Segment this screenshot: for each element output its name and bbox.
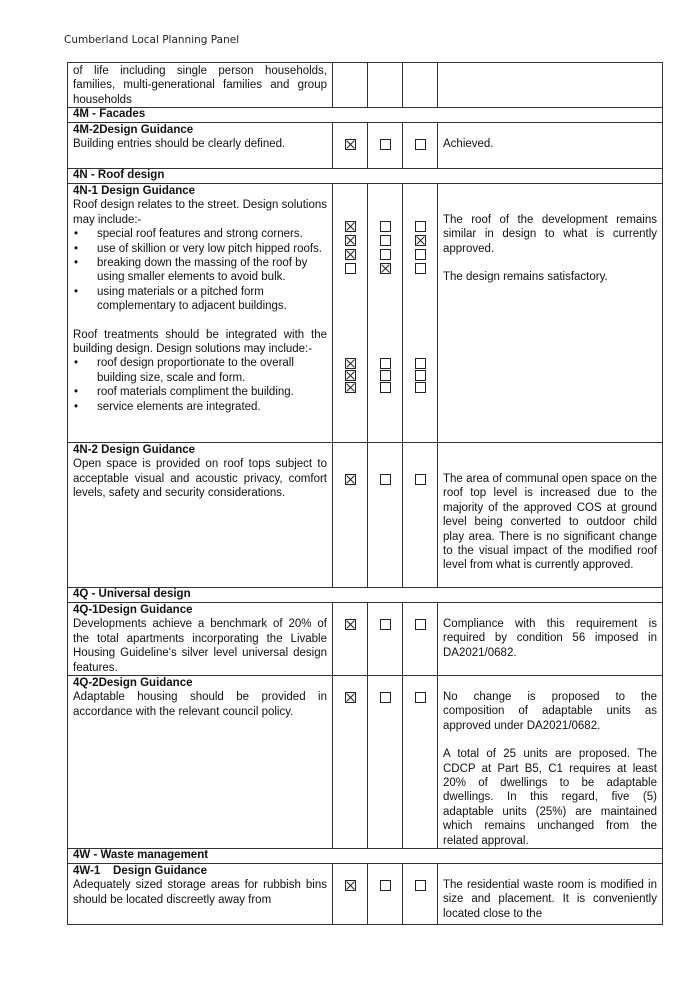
checkbox-yes[interactable]: [345, 221, 356, 232]
checkbox-no[interactable]: [380, 249, 391, 260]
comment: The design remains satisfactory.: [443, 271, 608, 284]
table-row: [68, 864, 662, 924]
checkbox-no[interactable]: [380, 880, 391, 891]
checkbox-na[interactable]: [415, 263, 426, 274]
checkbox-no[interactable]: [380, 619, 391, 630]
list-item: • service elements are integrated.: [73, 400, 327, 414]
checkbox-no[interactable]: [380, 139, 391, 150]
checkbox-yes[interactable]: [345, 358, 356, 369]
checkbox-no[interactable]: [380, 474, 391, 485]
table-row: [68, 184, 662, 443]
guidance-text: of life including single person households, families, multi-generational families and group households: [68, 63, 333, 107]
guidance-text: Open space is provided on roof tops subject to acceptable visual and acoustic privacy, comfort levels, safety and security considerations.: [73, 458, 327, 500]
checkbox-no[interactable]: [380, 692, 391, 703]
table-row: [68, 63, 662, 108]
list-item: • special roof features and strong corners.: [73, 227, 327, 241]
guidance-text: Roof treatments should be integrated with the building design. Design solutions may include:-: [73, 328, 327, 356]
guidance-title: 4Q-2Design Guidance: [73, 677, 193, 689]
checkbox-na[interactable]: [415, 370, 426, 381]
checkbox-no[interactable]: [380, 358, 391, 369]
checkbox-na[interactable]: [415, 880, 426, 891]
list-item: • using materials or a pitched form complementary to adjacent buildings.: [73, 285, 327, 314]
section-heading-4m: 4M - Facades: [68, 108, 662, 123]
checkbox-na[interactable]: [415, 235, 426, 246]
list-item: • use of skillion or very low pitch hipped roofs.: [73, 242, 327, 256]
guidance-text: Building entries should be clearly defined.: [73, 138, 286, 151]
checkbox-yes[interactable]: [345, 880, 356, 891]
comment: The area of communal open space on the roof top level is increased due to the majority of the approved COS at ground level being converted to outdoor child play area. There is no significant change to the visual impact of the modified roof level from what is currently approved.: [443, 473, 657, 572]
design-guidance-table: [67, 62, 663, 925]
checkbox-no[interactable]: [380, 235, 391, 246]
list-item: • breaking down the massing of the roof by using smaller elements to avoid bulk.: [73, 256, 327, 285]
checkbox-yes[interactable]: [345, 139, 356, 150]
list-item: • roof materials compliment the building.: [73, 385, 327, 399]
checkbox-yes[interactable]: [345, 370, 356, 381]
checkbox-na[interactable]: [415, 474, 426, 485]
section-heading-4q: 4Q - Universal design: [68, 588, 662, 603]
checkbox-na[interactable]: [415, 619, 426, 630]
bullet-list: [73, 227, 327, 313]
comment: Compliance with this requirement is required by condition 56 imposed in DA2021/0682.: [443, 618, 657, 659]
guidance-title: 4N-2 Design Guidance: [73, 444, 196, 456]
checkbox-yes[interactable]: [345, 382, 356, 393]
guidance-title: 4M-2Design Guidance: [73, 124, 194, 136]
table-row: [68, 123, 662, 169]
checkbox-yes[interactable]: [345, 263, 356, 274]
checkbox-na[interactable]: [415, 692, 426, 703]
list-item: • roof design proportionate to the overall building size, scale and form.: [73, 356, 327, 385]
guidance-title: 4N-1 Design Guidance: [73, 185, 196, 197]
guidance-text: Roof design relates to the street. Design solutions may include:-: [73, 199, 327, 226]
guidance-title: 4Q-1Design Guidance: [73, 604, 193, 616]
table-row: [68, 603, 662, 676]
checkbox-no[interactable]: [380, 370, 391, 381]
guidance-text: Developments achieve a benchmark of 20% of the total apartments incorporating the Livable Housing Guideline's silver level universal design features.: [73, 618, 327, 674]
checkbox-yes[interactable]: [345, 249, 356, 260]
checkbox-yes[interactable]: [345, 619, 356, 630]
comment: No change is proposed to the composition of adaptable units as approved under DA2021/0682.: [443, 691, 657, 732]
bullet-list: [73, 356, 327, 414]
checkbox-na[interactable]: [415, 221, 426, 232]
comment: Achieved.: [443, 138, 494, 150]
guidance-title: 4W-1 Design Guidance: [73, 865, 207, 877]
checkbox-yes[interactable]: [345, 692, 356, 703]
checkbox-yes[interactable]: [345, 235, 356, 246]
page-header: Cumberland Local Planning Panel: [64, 34, 240, 46]
section-heading-4n: 4N - Roof design: [68, 169, 662, 184]
comment: The residential waste room is modified in size and placement. It is conveniently located close to the: [443, 879, 657, 920]
checkbox-na[interactable]: [415, 249, 426, 260]
section-heading-4w: 4W - Waste management: [68, 849, 662, 864]
checkbox-na[interactable]: [415, 139, 426, 150]
checkbox-no[interactable]: [380, 263, 391, 274]
guidance-text: Adequately sized storage areas for rubbish bins should be located discreetly away from: [73, 879, 327, 906]
guidance-text: Adaptable housing should be provided in accordance with the relevant council policy.: [73, 691, 327, 718]
table-row: [68, 676, 662, 849]
checkbox-no[interactable]: [380, 221, 391, 232]
checkbox-no[interactable]: [380, 382, 391, 393]
table-row: [68, 443, 662, 588]
checkbox-na[interactable]: [415, 358, 426, 369]
comment: The roof of the development remains similar in design to what is currently approved.: [443, 214, 657, 255]
checkbox-yes[interactable]: [345, 474, 356, 485]
checkbox-na[interactable]: [415, 382, 426, 393]
comment: A total of 25 units are proposed. The CDCP at Part B5, C1 requires at least 20% of dwellings to be adaptable dwellings. In this regard, five (5) adaptable units (25%) are maintained which remains unchanged from the related approval.: [443, 748, 657, 847]
